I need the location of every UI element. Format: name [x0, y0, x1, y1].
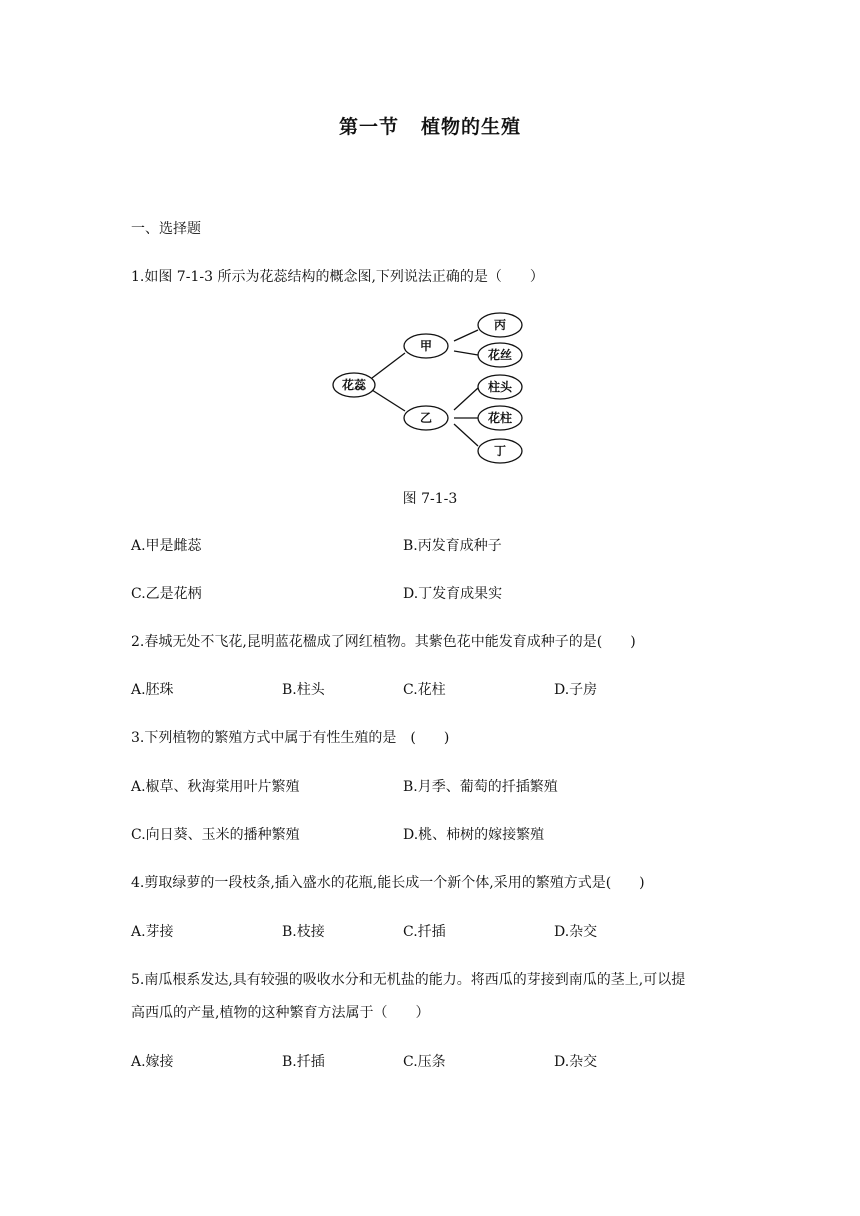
node-yi-label: 乙	[419, 411, 433, 425]
q2-option-c: C.花柱	[403, 682, 446, 698]
node-zhutou-label: 柱头	[487, 380, 513, 394]
title-section-number: 第一节	[338, 116, 399, 138]
section-heading: 一、选择题	[131, 221, 201, 237]
q5-option-c: C.压条	[403, 1054, 446, 1070]
q4-option-d: D.杂交	[554, 924, 598, 940]
q3-option-a: A.椒草、秋海棠用叶片繁殖	[131, 779, 300, 795]
node-bing-label: 丙	[493, 318, 507, 332]
question-1-stem: 1.如图 7-1-3 所示为花蕊结构的概念图,下列说法正确的是（ ）	[131, 269, 544, 285]
q2-option-d: D.子房	[554, 682, 598, 698]
title-topic: 植物的生殖	[421, 116, 522, 138]
node-huarui-label: 花蕊	[341, 378, 367, 392]
q5-option-b: B.扦插	[282, 1054, 325, 1070]
question-4-stem: 4.剪取绿萝的一段枝条,插入盛水的花瓶,能长成一个新个体,采用的繁殖方式是( )	[131, 875, 645, 891]
q3-option-b: B.月季、葡萄的扦插繁殖	[403, 779, 558, 795]
q4-option-c: C.扦插	[403, 924, 446, 940]
q3-option-c: C.向日葵、玉米的播种繁殖	[131, 827, 300, 843]
q1-option-d: D.丁发育成果实	[403, 586, 503, 602]
q1-option-b: B.丙发育成种子	[403, 538, 502, 554]
figure-caption: 图 7-1-3	[402, 491, 458, 507]
question-3-stem: 3.下列植物的繁殖方式中属于有性生殖的是 ( )	[131, 730, 450, 746]
q4-option-a: A.芽接	[131, 924, 174, 940]
q5-option-d: D.杂交	[554, 1054, 598, 1070]
node-huasi-label: 花丝	[487, 348, 513, 362]
q1-option-c: C.乙是花柄	[131, 586, 202, 602]
q2-option-a: A.胚珠	[131, 682, 174, 698]
q2-option-b: B.柱头	[282, 682, 325, 698]
q4-option-b: B.枝接	[282, 924, 325, 940]
stamen-concept-diagram	[330, 308, 530, 468]
page-title	[0, 112, 860, 139]
question-2-stem: 2.春城无处不飞花,昆明蓝花楹成了网红植物。其紫色花中能发育成种子的是( )	[131, 634, 636, 650]
q5-option-a: A.嫁接	[131, 1054, 174, 1070]
q1-option-a: A.甲是雌蕊	[131, 538, 202, 554]
question-5-stem-line-1: 5.南瓜根系发达,具有较强的吸收水分和无机盐的能力。将西瓜的芽接到南瓜的茎上,可以提	[131, 972, 686, 988]
node-ding-label: 丁	[493, 444, 507, 458]
node-huazhu-label: 花柱	[487, 411, 513, 425]
q3-option-d: D.桃、柿树的嫁接繁殖	[403, 827, 545, 843]
node-jia-label: 甲	[419, 339, 433, 353]
question-5-stem-line-2: 高西瓜的产量,植物的这种繁育方法属于（ ）	[131, 1005, 430, 1021]
